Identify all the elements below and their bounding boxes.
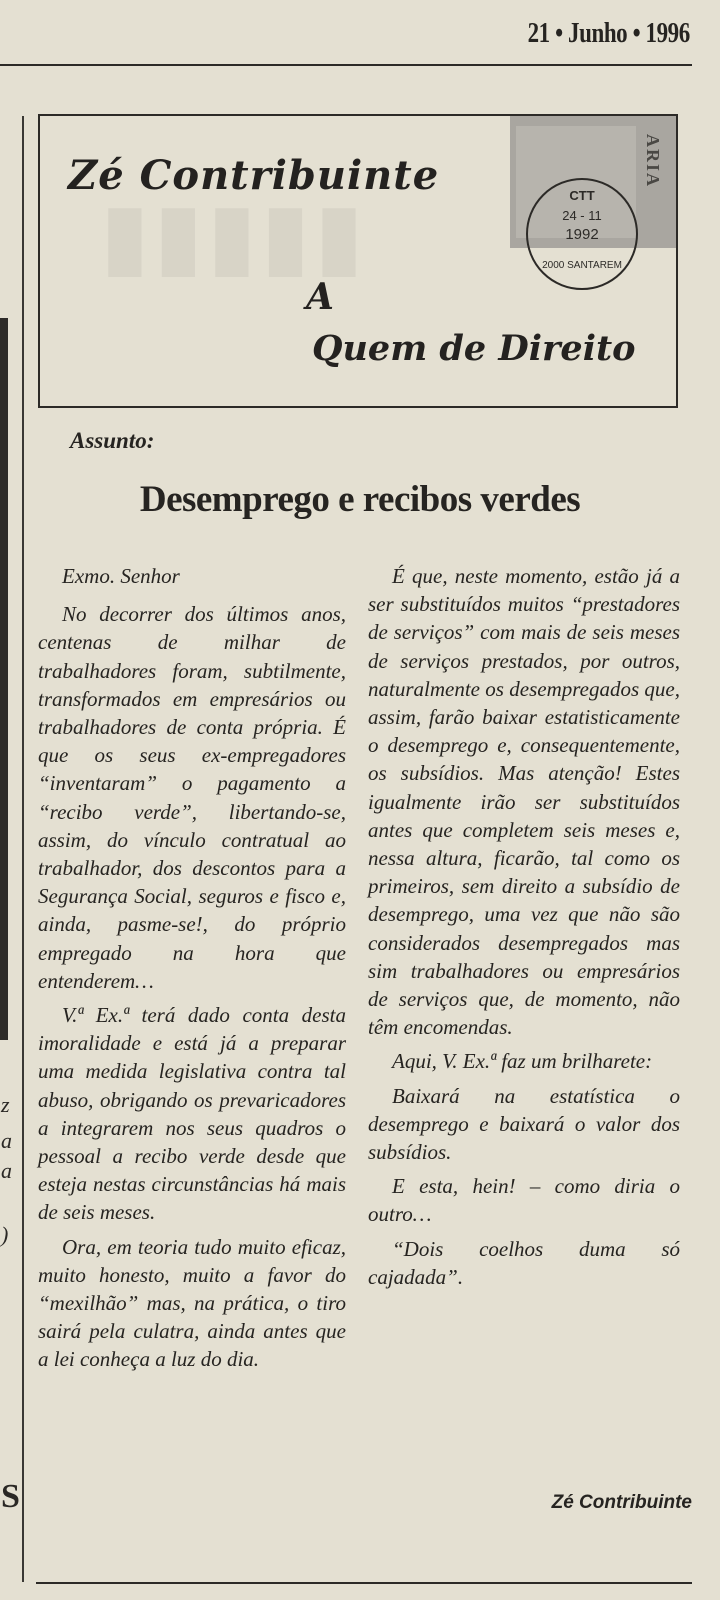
bottom-rule [36,1582,692,1584]
paragraph: V.ª Ex.ª terá dado conta desta imoralidade e está já a preparar uma medida legislativa contra tal abuso, obrigando os prevaricadores a integrarem nos seus quadros o pessoal a recibo verde desde que esteja nestas circunstâncias há mais de seis meses. [38,1003,346,1225]
addressee-quem-de-direito: Quem de Direito [312,328,636,369]
top-rule [0,64,692,66]
addressee-a: A [306,276,334,318]
signature: Zé Contribuinte [551,1492,692,1513]
paragraph: Ora, em teoria tudo muito eficaz, muito honesto, muito a favor do “mexilhão” mas, na prática, o tiro sairá pela culatra, ainda antes que a lei conheça a luz do dia. [38,1234,346,1372]
left-column [38,562,346,1380]
paragraph: É que, neste momento, estão já a ser substituídos muitos “prestadores de serviços” com mais de seis meses de serviços prestados, por outros, naturalmente os desempregados que, assim, farão baixar estatisticamente o desemprego e, consequentemente, os subsídios. Mas atenção! Estes igualmente irão ser substituídos antes que completem seis meses e, nessa altura, ficarão, tal como os primeiros, sem direito a subsídio de desemprego, uma vez que não são considerados desempregados mas sim trabalhadores ou empresários de serviços que, de momento, não têm encomendas. [368,564,680,1040]
postmark-line: 1992 [565,226,599,243]
column-header-box [38,114,678,408]
article-headline: Desemprego e recibos verdes [139,479,581,520]
edge-fragment: a [1,1158,12,1183]
edge-fragment: z [1,1092,10,1117]
postmark-line: 2000 SANTAREM [542,260,622,271]
column-divider-rule [22,116,24,1582]
adjacent-column-block [0,318,8,1040]
postmark-line: 24 - 11 [562,208,602,223]
paragraph: Aqui, V. Ex.ª faz um brilharete: [392,1049,653,1074]
paragraph: E esta, hein! – como diria o outro… [368,1174,680,1227]
bleed-through-texture: ▮▮▮▮▮ [100,187,368,286]
edge-fragment: a [1,1128,12,1153]
postmark-icon [526,178,638,290]
edge-fragment: ) [1,1222,9,1247]
paragraph: No decorrer dos últimos anos, centenas de milhar de trabalhadores foram, subtilmente, transformados em empresários ou trabalhadores de conta própria. É que os seus ex-empregadores “inventaram” o pagamento a “recibo verde”, libertando-se, assim, do vínculo contratual ao trabalhador, dos descontos para a Segurança Social, seguros e fisco e, ainda, pasme-se!, do próprio empregado na hora que entenderem… [38,602,346,993]
edge-fragment: S [1,1478,20,1515]
subject-label: Assunto: [70,428,155,453]
paragraph: Baixará na estatística o desemprego e baixará o valor dos subsídios. [368,1083,680,1165]
column-title: Zé Contribuinte [68,152,440,199]
paragraph: “Dois coelhos duma só cajadada”. [368,1236,680,1289]
salutation: Exmo. Senhor [62,564,180,588]
stamp-vertical-text: ARIA [643,134,663,189]
postmark-line: CTT [569,188,595,203]
right-column [368,562,680,1297]
issue-date: 21 • Junho • 1996 [527,18,690,49]
